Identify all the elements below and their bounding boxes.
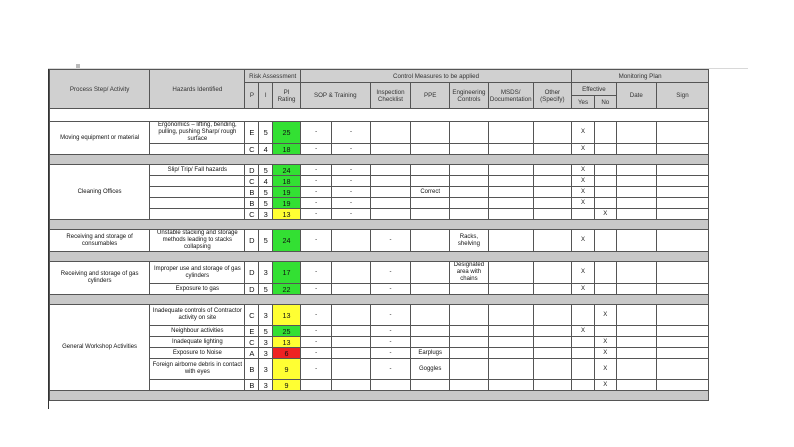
pi-rating-cell: 19 [273,198,301,209]
hazard-cell [150,209,245,220]
other-cell [533,198,572,209]
sign-cell [656,176,708,187]
risk-assessment-table [49,69,709,401]
hazard-cell: Ergonomics – lifting, bending, pulling, pushing Sharp/ rough surface [150,122,245,144]
engineering-cell [449,284,488,295]
hazard-cell [150,198,245,209]
section-separator [50,295,709,305]
effective-no-cell: X [594,337,616,348]
hazard-cell: Inadequate controls of Contractor activity on site [150,305,245,326]
ppe-cell: Earplugs [411,348,450,359]
pi-rating-cell: 13 [273,337,301,348]
training-cell: - [332,198,370,209]
sop-cell: - [300,176,331,187]
p-cell: A [245,348,259,359]
inspection-cell [370,144,411,155]
i-cell: 3 [259,380,273,391]
header-hazards: Hazards Identified [150,70,245,109]
other-cell [533,380,572,391]
other-cell [533,348,572,359]
p-cell: D [245,284,259,295]
activity-cell: General Workshop Activities [50,305,150,391]
sop-cell: - [300,305,331,326]
inspection-cell: - [370,230,411,252]
header-i: I [259,83,273,109]
engineering-cell [449,187,488,198]
i-cell: 5 [259,230,273,252]
table-row [50,305,709,326]
activity-cell: Moving equipment or material [50,122,150,155]
effective-no-cell [594,176,616,187]
effective-yes-cell [572,305,595,326]
sop-cell: - [300,209,331,220]
date-cell [616,198,656,209]
inspection-cell [370,198,411,209]
sign-cell [656,359,708,380]
header-msds: MSDS/ Documentation [488,83,533,109]
other-cell [533,144,572,155]
engineering-cell [449,359,488,380]
sop-cell: - [300,359,331,380]
p-cell: B [245,359,259,380]
sign-cell [656,380,708,391]
pi-rating-cell: 22 [273,284,301,295]
hazard-cell: Unstable stacking and storage methods leading to stacks collapsing [150,230,245,252]
table-row [50,165,709,176]
msds-cell [488,326,533,337]
activity-cell: Cleaning Offices [50,165,150,220]
ppe-cell [411,209,450,220]
effective-no-cell: X [594,209,616,220]
header-other: Other (Specify) [533,83,572,109]
effective-yes-cell: X [572,230,595,252]
inspection-cell [370,187,411,198]
sop-cell: - [300,230,331,252]
msds-cell [488,176,533,187]
inspection-cell: - [370,262,411,284]
other-cell [533,122,572,144]
msds-cell [488,230,533,252]
header-pi-rating: PI Rating [273,83,301,109]
sop-cell: - [300,326,331,337]
effective-yes-cell: X [572,187,595,198]
sop-cell: - [300,337,331,348]
sign-cell [656,305,708,326]
date-cell [616,359,656,380]
sign-cell [656,165,708,176]
pi-rating-cell: 17 [273,262,301,284]
pi-rating-cell: 6 [273,348,301,359]
engineering-cell [449,348,488,359]
other-cell [533,284,572,295]
header-yes: Yes [572,96,595,109]
table-row [50,262,709,284]
hazard-cell: Foreign airborne debris in contact with eyes [150,359,245,380]
hazard-cell: Slip/ Trip/ Fall hazards [150,165,245,176]
ppe-cell: Goggles [411,359,450,380]
effective-no-cell: X [594,380,616,391]
sign-cell [656,198,708,209]
header-process-step: Process Step/ Activity [50,70,150,109]
effective-no-cell: X [594,348,616,359]
date-cell [616,305,656,326]
inspection-cell [370,122,411,144]
header-effective: Effective [572,83,616,96]
date-cell [616,230,656,252]
date-cell [616,380,656,391]
ppe-cell [411,284,450,295]
training-cell [332,305,370,326]
hazard-cell [150,380,245,391]
pi-rating-cell: 24 [273,165,301,176]
engineering-cell [449,144,488,155]
effective-no-cell [594,165,616,176]
other-cell [533,305,572,326]
date-cell [616,209,656,220]
engineering-cell [449,337,488,348]
ppe-cell [411,262,450,284]
ppe-cell [411,326,450,337]
ppe-cell [411,198,450,209]
p-cell: E [245,122,259,144]
effective-yes-cell: X [572,198,595,209]
training-cell [332,348,370,359]
inspection-cell: - [370,359,411,380]
training-cell [332,359,370,380]
sign-cell [656,284,708,295]
hazard-cell [150,144,245,155]
p-cell: C [245,176,259,187]
sign-cell [656,122,708,144]
effective-yes-cell: X [572,326,595,337]
training-cell: - [332,176,370,187]
pi-rating-cell: 18 [273,144,301,155]
date-cell [616,122,656,144]
date-cell [616,165,656,176]
engineering-cell [449,198,488,209]
engineering-cell: Racks, shelving [449,230,488,252]
date-cell [616,337,656,348]
effective-yes-cell [572,380,595,391]
i-cell: 5 [259,165,273,176]
training-cell: - [332,122,370,144]
msds-cell [488,122,533,144]
effective-yes-cell [572,209,595,220]
activity-cell: Receiving and storage of gas cylinders [50,262,150,295]
effective-yes-cell: X [572,284,595,295]
table-row [50,230,709,252]
msds-cell [488,284,533,295]
i-cell: 3 [259,337,273,348]
effective-no-cell [594,144,616,155]
effective-no-cell [594,230,616,252]
effective-no-cell: X [594,305,616,326]
effective-no-cell [594,122,616,144]
i-cell: 5 [259,122,273,144]
msds-cell [488,209,533,220]
inspection-cell [370,165,411,176]
ppe-cell [411,337,450,348]
date-cell [616,187,656,198]
sign-cell [656,144,708,155]
pi-rating-cell: 9 [273,359,301,380]
training-cell [332,284,370,295]
effective-yes-cell: X [572,165,595,176]
inspection-cell [370,380,411,391]
sop-cell: - [300,198,331,209]
pi-rating-cell: 25 [273,122,301,144]
section-separator [50,155,709,165]
p-cell: D [245,230,259,252]
sign-cell [656,326,708,337]
ppe-cell [411,144,450,155]
risk-assessment-sheet [48,69,709,409]
effective-no-cell [594,198,616,209]
msds-cell [488,380,533,391]
ppe-cell [411,305,450,326]
engineering-cell [449,209,488,220]
effective-no-cell [594,326,616,337]
training-cell: - [332,165,370,176]
effective-no-cell [594,284,616,295]
effective-yes-cell: X [572,144,595,155]
i-cell: 3 [259,305,273,326]
ppe-cell: Correct [411,187,450,198]
ppe-cell [411,230,450,252]
sign-cell [656,348,708,359]
other-cell [533,326,572,337]
training-cell [332,326,370,337]
engineering-cell: Designated area with chains [449,262,488,284]
pi-rating-cell: 19 [273,187,301,198]
engineering-cell [449,122,488,144]
other-cell [533,262,572,284]
sop-cell: - [300,165,331,176]
sop-cell [300,380,331,391]
other-cell [533,230,572,252]
i-cell: 5 [259,326,273,337]
hazard-cell: Exposure to Noise [150,348,245,359]
date-cell [616,348,656,359]
sop-cell: - [300,262,331,284]
date-cell [616,326,656,337]
msds-cell [488,359,533,380]
hazard-cell: Inadequate lighting [150,337,245,348]
sop-cell: - [300,348,331,359]
date-cell [616,284,656,295]
section-separator [50,252,709,262]
header-control-measures: Control Measures to be applied [300,70,571,83]
other-cell [533,187,572,198]
date-cell [616,144,656,155]
spacer-row [50,109,709,122]
ppe-cell [411,165,450,176]
engineering-cell [449,165,488,176]
msds-cell [488,262,533,284]
i-cell: 4 [259,144,273,155]
training-cell: - [332,209,370,220]
msds-cell [488,337,533,348]
header-engineering-controls: Engineering Controls [449,83,488,109]
i-cell: 3 [259,348,273,359]
inspection-cell: - [370,337,411,348]
inspection-cell: - [370,284,411,295]
header-inspection-checklist: Inspection Checklist [370,83,411,109]
effective-no-cell [594,187,616,198]
p-cell: C [245,144,259,155]
section-separator [50,220,709,230]
other-cell [533,359,572,380]
hazard-cell [150,187,245,198]
sop-cell: - [300,187,331,198]
i-cell: 5 [259,187,273,198]
ppe-cell [411,176,450,187]
inspection-cell [370,176,411,187]
i-cell: 5 [259,198,273,209]
inspection-cell: - [370,348,411,359]
table-row [50,122,709,144]
pi-rating-cell: 24 [273,230,301,252]
header-sign: Sign [656,83,708,109]
p-cell: B [245,198,259,209]
pi-rating-cell: 18 [273,176,301,187]
other-cell [533,337,572,348]
other-cell [533,165,572,176]
sign-cell [656,230,708,252]
engineering-cell [449,326,488,337]
p-cell: B [245,380,259,391]
msds-cell [488,348,533,359]
effective-yes-cell [572,348,595,359]
p-cell: D [245,165,259,176]
p-cell: B [245,187,259,198]
p-cell: C [245,337,259,348]
effective-yes-cell [572,359,595,380]
training-cell: - [332,144,370,155]
effective-no-cell [594,262,616,284]
sop-cell: - [300,122,331,144]
msds-cell [488,305,533,326]
training-cell [332,262,370,284]
other-cell [533,176,572,187]
sop-cell: - [300,284,331,295]
header-monitoring-plan: Monitoring Plan [572,70,709,83]
sign-cell [656,187,708,198]
date-cell [616,262,656,284]
i-cell: 5 [259,284,273,295]
engineering-cell [449,176,488,187]
hazard-cell: Exposure to gas [150,284,245,295]
engineering-cell [449,380,488,391]
sign-cell [656,209,708,220]
inspection-cell [370,209,411,220]
p-cell: D [245,262,259,284]
training-cell [332,230,370,252]
msds-cell [488,144,533,155]
hazard-cell: Neighbour activities [150,326,245,337]
i-cell: 3 [259,359,273,380]
p-cell: C [245,209,259,220]
effective-no-cell: X [594,359,616,380]
training-cell [332,380,370,391]
pi-rating-cell: 25 [273,326,301,337]
pi-rating-cell: 13 [273,209,301,220]
header-p: P [245,83,259,109]
training-cell: - [332,187,370,198]
other-cell [533,209,572,220]
sign-cell [656,337,708,348]
ppe-cell [411,380,450,391]
i-cell: 3 [259,209,273,220]
effective-yes-cell: X [572,262,595,284]
msds-cell [488,198,533,209]
effective-yes-cell [572,337,595,348]
pi-rating-cell: 13 [273,305,301,326]
hazard-cell [150,176,245,187]
inspection-cell: - [370,305,411,326]
ppe-cell [411,122,450,144]
engineering-cell [449,305,488,326]
i-cell: 4 [259,176,273,187]
header-sop-training: SOP & Training [300,83,370,109]
inspection-cell: - [370,326,411,337]
p-cell: C [245,305,259,326]
effective-yes-cell: X [572,122,595,144]
date-cell [616,176,656,187]
header-risk-assessment: Risk Assessment [245,70,300,83]
header-date: Date [616,83,656,109]
header-no: No [594,96,616,109]
sop-cell: - [300,144,331,155]
p-cell: E [245,326,259,337]
section-separator [50,391,709,401]
header-ppe: PPE [411,83,450,109]
training-cell [332,337,370,348]
hazard-cell: Improper use and storage of gas cylinders [150,262,245,284]
effective-yes-cell: X [572,176,595,187]
cell-cursor-mark [76,64,80,68]
msds-cell [488,187,533,198]
pi-rating-cell: 9 [273,380,301,391]
msds-cell [488,165,533,176]
activity-cell: Receiving and storage of consumables [50,230,150,252]
sign-cell [656,262,708,284]
i-cell: 3 [259,262,273,284]
